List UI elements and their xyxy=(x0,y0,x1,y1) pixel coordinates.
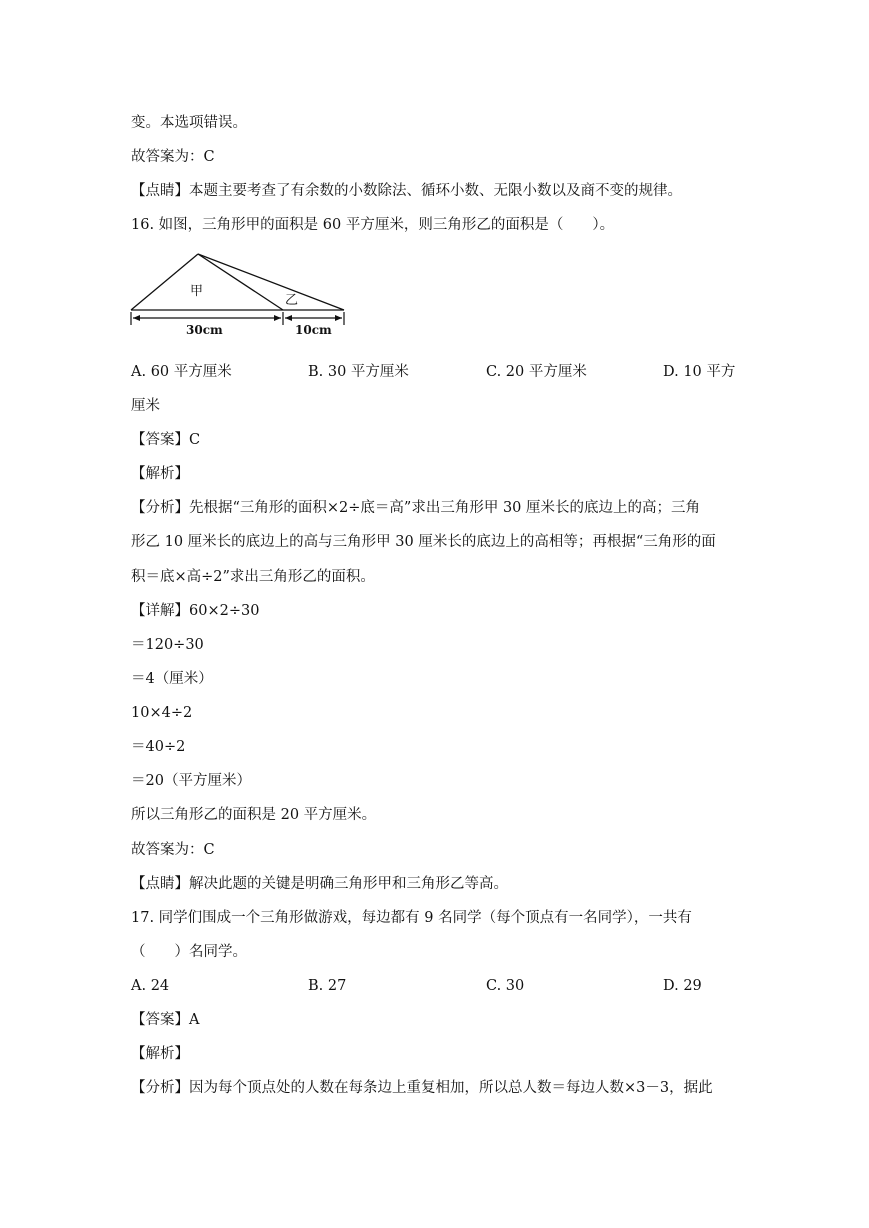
triangle-figure xyxy=(126,246,352,342)
analysis-heading: 【解析】 xyxy=(131,1046,189,1062)
question-16-stem: 16. 如图，三角形甲的面积是 60 平方厘米，则三角形乙的面积是（ ）。 xyxy=(131,217,615,233)
text-line: 积＝底×高÷2”求出三角形乙的面积。 xyxy=(131,569,375,585)
text-line: 所以三角形乙的面积是 20 平方厘米。 xyxy=(131,807,377,823)
triangle-edge xyxy=(131,254,198,310)
text-line: 【分析】先根据“三角形的面积×2÷底＝高”求出三角形甲 30 厘米长的底边上的高；三角 xyxy=(131,500,701,516)
text-line: ＝4（厘米） xyxy=(131,671,213,687)
text-line: 【点睛】本题主要考查了有余数的小数除法、循环小数、无限小数以及商不变的规律。 xyxy=(131,183,682,199)
text-line: 形乙 10 厘米长的底边上的高与三角形甲 30 厘米长的底边上的高相等；再根据“三角形的面 xyxy=(131,534,716,550)
q17-option-a: A. 24 xyxy=(131,978,170,994)
arrow-left-icon xyxy=(133,315,140,321)
q16-option-d: D. 10 平方 xyxy=(663,364,736,380)
arrow-right-icon xyxy=(335,315,342,321)
dimension-label-30cm: 30cm xyxy=(186,323,223,337)
text-line: 厘米 xyxy=(131,398,160,414)
arrow-left-icon xyxy=(285,315,292,321)
text-line: 故答案为：C xyxy=(131,149,215,165)
text-line: 10×4÷2 xyxy=(131,705,193,721)
label-yi: 乙 xyxy=(285,293,299,308)
q16-option-a: A. 60 平方厘米 xyxy=(131,364,232,380)
text-line: ＝20（平方厘米） xyxy=(131,773,251,789)
label-jia: 甲 xyxy=(190,284,204,299)
answer-label: 【答案】C xyxy=(131,432,201,448)
text-line: 【分析】因为每个顶点处的人数在每条边上重复相加，所以总人数＝每边人数×3－3，据此 xyxy=(131,1080,713,1096)
arrow-right-icon xyxy=(274,315,281,321)
text-line: ＝120÷30 xyxy=(131,637,204,653)
q16-option-b: B. 30 平方厘米 xyxy=(308,364,409,380)
text-line: ＝40÷2 xyxy=(131,739,186,755)
text-line: （ ）名同学。 xyxy=(131,944,247,960)
answer-label: 【答案】A xyxy=(131,1012,200,1028)
question-17-stem: 17. 同学们围成一个三角形做游戏，每边都有 9 名同学（每个顶点有一名同学），一共有 xyxy=(131,910,692,926)
text-line: 【点睛】解决此题的关键是明确三角形甲和三角形乙等高。 xyxy=(131,876,508,892)
text-line: 故答案为：C xyxy=(131,842,215,858)
analysis-heading: 【解析】 xyxy=(131,466,189,482)
text-line: 【详解】60×2÷30 xyxy=(131,603,260,619)
q17-option-c: C. 30 xyxy=(486,978,525,994)
text-line: 变。本选项错误。 xyxy=(131,115,247,131)
triangle-diagram xyxy=(126,246,352,342)
q17-option-b: B. 27 xyxy=(308,978,347,994)
q17-option-d: D. 29 xyxy=(663,978,702,994)
q16-option-c: C. 20 平方厘米 xyxy=(486,364,587,380)
dimension-label-10cm: 10cm xyxy=(295,323,332,337)
